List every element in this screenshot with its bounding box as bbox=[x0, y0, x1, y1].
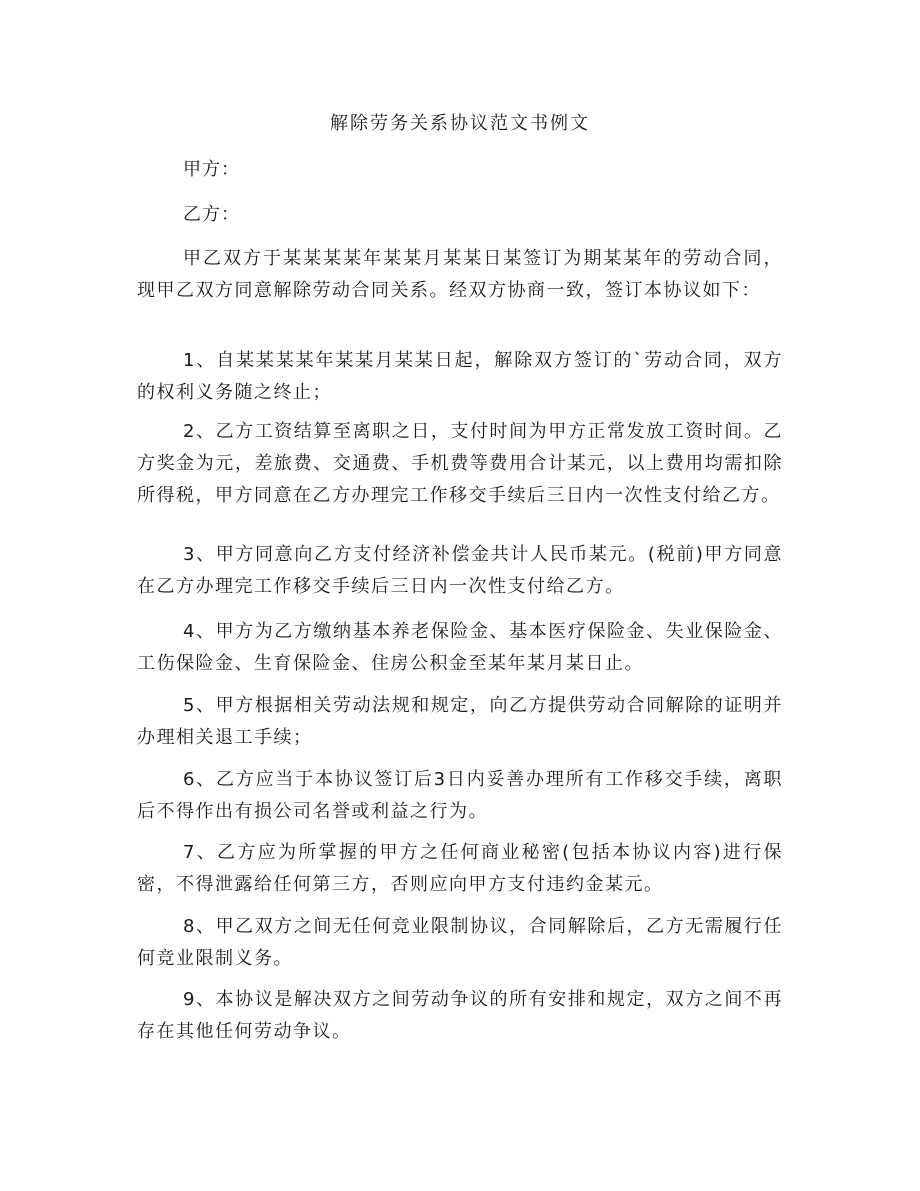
clause-7: 7、乙方应为所掌握的甲方之任何商业秘密(包括本协议内容)进行保密，不得泄露给任何第三方，否则应向甲方支付违约金某元。 bbox=[137, 842, 783, 895]
clause-6: 6、乙方应当于本协议签订后3日内妥善办理所有工作移交手续，离职后不得作出有损公司名誉或利益之行为。 bbox=[137, 769, 783, 822]
clause-5: 5、甲方根据相关劳动法规和规定，向乙方提供劳动合同解除的证明并办理相关退工手续； bbox=[137, 695, 783, 748]
intro-paragraph: 甲乙双方于某某某某年某某月某某日某签订为期某某年的劳动合同，现甲乙双方同意解除劳动合同关系。经双方协商一致，签订本协议如下： bbox=[137, 248, 783, 301]
clause-3: 3、甲方同意向乙方支付经济补偿金共计人民币某元。(税前)甲方同意在乙方办理完工作移交手续后三日内一次性支付给乙方。 bbox=[137, 544, 783, 597]
party-b-label: 乙方： bbox=[183, 204, 240, 225]
clause-2: 2、乙方工资结算至离职之日，支付时间为甲方正常发放工资时间。乙方奖金为元，差旅费、交通费、手机费等费用合计某元，以上费用均需扣除所得税，甲方同意在乙方办理完工作移交手续后三日内一次性支付给乙方。 bbox=[137, 421, 783, 506]
clause-9: 9、本协议是解决双方之间劳动争议的所有安排和规定，双方之间不再存在其他任何劳动争议。 bbox=[137, 989, 783, 1042]
party-a-label: 甲方： bbox=[183, 159, 240, 180]
clause-8: 8、甲乙双方之间无任何竞业限制协议，合同解除后，乙方无需履行任何竞业限制义务。 bbox=[137, 916, 783, 969]
clause-4: 4、甲方为乙方缴纳基本养老保险金、基本医疗保险金、失业保险金、工伤保险金、生育保险金、住房公积金至某年某月某日止。 bbox=[137, 621, 783, 674]
document-title: 解除劳务关系协议范文书例文 bbox=[330, 113, 590, 134]
clause-1: 1、自某某某某年某某月某某日起，解除双方签订的`劳动合同，双方的权利义务随之终止； bbox=[137, 350, 783, 403]
